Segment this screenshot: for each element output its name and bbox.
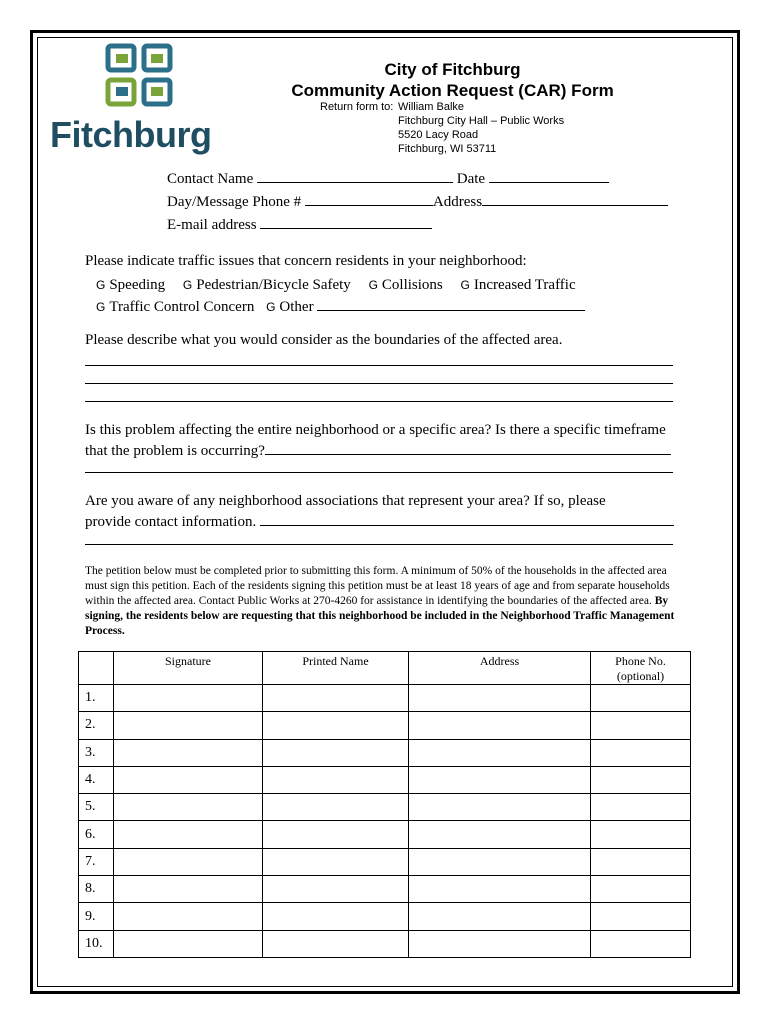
title-form: Community Action Request (CAR) Form (291, 81, 614, 100)
row-number: 1. (79, 685, 114, 712)
address-cell[interactable] (409, 739, 591, 766)
checkbox-icon: G (182, 278, 193, 292)
printed-name-cell[interactable] (263, 794, 409, 821)
printed-name-cell[interactable] (263, 821, 409, 848)
phone-cell[interactable] (591, 821, 691, 848)
signature-cell[interactable] (114, 712, 263, 739)
affecting-question-text: that the problem is occurring? (85, 443, 265, 459)
checkbox-icon: G (368, 278, 378, 292)
petition-text: The petition below must be completed prior to submitting this form. A minimum of 50% of the households in the affected area must sign this petition. Each of the residents signing this petition must be at least 18 years of age and from separate households within the affected area. Contact Public Works at 270-4260 for assistance in identifying the boundaries of the affected area. (85, 565, 670, 607)
printed-name-cell[interactable] (263, 739, 409, 766)
row-number: 10. (79, 930, 114, 957)
email-field[interactable] (260, 214, 432, 229)
checkbox-icon: G (266, 300, 276, 314)
option-label: Other (279, 299, 314, 315)
phone-cell[interactable] (591, 739, 691, 766)
address-cell[interactable] (409, 821, 591, 848)
option-label: Traffic Control Concern (109, 299, 255, 315)
option-label: Collisions (381, 277, 443, 293)
address-cell[interactable] (409, 794, 591, 821)
printed-name-cell[interactable] (263, 930, 409, 957)
printed-name-cell[interactable] (263, 685, 409, 712)
signature-cell[interactable] (114, 821, 263, 848)
address-cell[interactable] (409, 848, 591, 875)
return-line: William Balke (398, 101, 465, 113)
phone-cell[interactable] (591, 794, 691, 821)
phone-cell[interactable] (591, 903, 691, 930)
issues-options-row1 (96, 277, 576, 294)
table-row (79, 712, 691, 739)
phone-cell[interactable] (591, 876, 691, 903)
signature-cell[interactable] (114, 930, 263, 957)
row-number: 6. (79, 821, 114, 848)
petition-instructions (85, 564, 675, 639)
table-row (79, 794, 691, 821)
return-line: Fitchburg City Hall – Public Works (398, 115, 565, 127)
signature-cell[interactable] (114, 848, 263, 875)
issues-options-row2 (96, 296, 585, 316)
contact-name-row (167, 168, 609, 188)
boundaries-line-1[interactable] (85, 365, 673, 366)
boundaries-line-2[interactable] (85, 383, 673, 384)
contact-name-label: Contact Name (167, 171, 254, 187)
fitchburg-logo (50, 42, 230, 160)
issues-question: Please indicate traffic issues that concern residents in your neighborhood: (85, 253, 527, 269)
table-row (79, 876, 691, 903)
row-number: 3. (79, 739, 114, 766)
table-row (79, 848, 691, 875)
printed-name-cell[interactable] (263, 712, 409, 739)
phone-cell[interactable] (591, 766, 691, 793)
table-row (79, 739, 691, 766)
table-row (79, 930, 691, 957)
column-header-printed-name: Printed Name (263, 652, 409, 685)
address-cell[interactable] (409, 766, 591, 793)
checkbox-traffic-control[interactable] (96, 299, 254, 315)
printed-name-cell[interactable] (263, 876, 409, 903)
row-number: 7. (79, 848, 114, 875)
option-label: Increased Traffic (473, 277, 576, 293)
phone-field[interactable] (305, 191, 433, 206)
phone-label: Day/Message Phone # (167, 194, 302, 210)
checkbox-icon: G (460, 278, 470, 292)
signature-cell[interactable] (114, 766, 263, 793)
date-field[interactable] (489, 168, 609, 183)
petition-bold-text: By signing, the residents below are requesting that this neighborhood be included in the Neighborhood Traffic Management Process. (85, 595, 675, 637)
address-cell[interactable] (409, 712, 591, 739)
phone-cell[interactable] (591, 712, 691, 739)
table-row (79, 766, 691, 793)
table-row (79, 903, 691, 930)
address-label: Address (432, 194, 483, 210)
address-cell[interactable] (409, 930, 591, 957)
printed-name-cell[interactable] (263, 766, 409, 793)
row-number: 8. (79, 876, 114, 903)
associations-answer-field[interactable] (260, 511, 674, 526)
boundaries-line-3[interactable] (85, 401, 673, 402)
table-row (79, 821, 691, 848)
associations-question-text: provide contact information. (85, 514, 257, 530)
address-field[interactable] (482, 191, 668, 206)
email-row (167, 214, 432, 234)
email-label: E-mail address (167, 217, 257, 233)
column-header-address: Address (409, 652, 591, 685)
phone-cell[interactable] (591, 848, 691, 875)
option-label: Speeding (109, 277, 166, 293)
signature-cell[interactable] (114, 876, 263, 903)
column-header-number (79, 652, 114, 685)
address-cell[interactable] (409, 876, 591, 903)
associations-question-line2 (85, 511, 674, 531)
printed-name-cell[interactable] (263, 848, 409, 875)
logo-mark-icon (50, 42, 230, 114)
column-header-phone: Phone No. (optional) (591, 652, 691, 685)
checkbox-increased-traffic[interactable] (461, 277, 576, 293)
return-address (398, 100, 564, 156)
row-number: 5. (79, 794, 114, 821)
boundaries-question: Please describe what you would consider as the boundaries of the affected area. (85, 332, 563, 348)
row-number: 4. (79, 766, 114, 793)
checkbox-icon: G (96, 300, 106, 314)
date-label: Date (456, 171, 486, 187)
table-row (79, 685, 691, 712)
affecting-line-2[interactable] (85, 472, 673, 473)
phone-address-row (167, 191, 668, 211)
title-city: City of Fitchburg (384, 60, 521, 79)
other-field[interactable] (317, 296, 585, 311)
checkbox-collisions[interactable] (369, 277, 443, 293)
option-label: Pedestrian/Bicycle Safety (196, 277, 351, 293)
signature-cell[interactable] (114, 794, 263, 821)
row-number: 9. (79, 903, 114, 930)
affecting-question-line2 (85, 440, 671, 460)
affecting-question-line1: Is this problem affecting the entire neighborhood or a specific area? Is there a specific timeframe (85, 422, 666, 438)
table-header-row (79, 652, 691, 685)
associations-line-2[interactable] (85, 544, 673, 545)
petition-table (78, 651, 691, 958)
checkbox-other[interactable] (266, 299, 314, 315)
checkbox-speeding[interactable] (96, 277, 165, 293)
signature-cell[interactable] (114, 739, 263, 766)
signature-cell[interactable] (114, 903, 263, 930)
associations-question-line1: Are you aware of any neighborhood associations that represent your area? If so, please (85, 493, 606, 509)
row-number: 2. (79, 712, 114, 739)
logo-wordmark: Fitchburg (50, 114, 212, 155)
address-cell[interactable] (409, 903, 591, 930)
column-header-signature: Signature (114, 652, 263, 685)
checkbox-icon: G (96, 278, 106, 292)
address-cell[interactable] (409, 685, 591, 712)
return-line: 5520 Lacy Road (398, 129, 479, 141)
phone-cell[interactable] (591, 685, 691, 712)
signature-cell[interactable] (114, 685, 263, 712)
affecting-answer-field[interactable] (265, 440, 671, 455)
checkbox-pedestrian[interactable] (183, 277, 351, 293)
printed-name-cell[interactable] (263, 903, 409, 930)
phone-cell[interactable] (591, 930, 691, 957)
return-label: Return form to: (320, 101, 394, 113)
return-line: Fitchburg, WI 53711 (398, 143, 497, 155)
contact-name-field[interactable] (257, 168, 453, 183)
